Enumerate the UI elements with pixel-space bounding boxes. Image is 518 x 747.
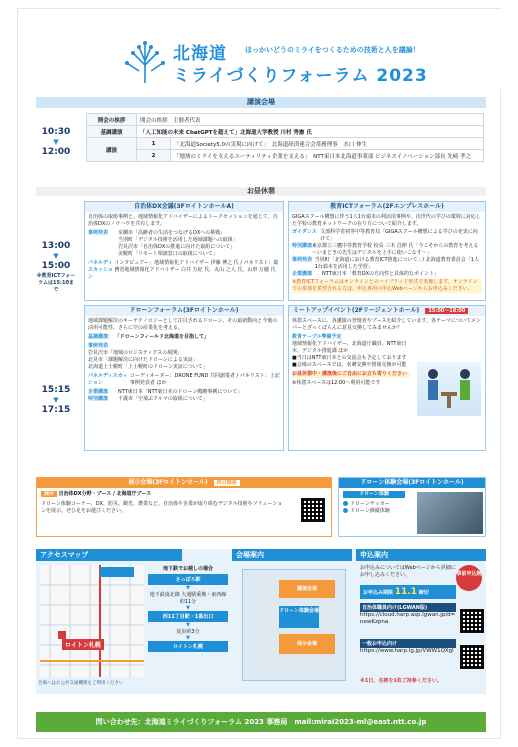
arrow-down-icon: ▼ [53,138,59,146]
arrow-down-icon: ▼ [186,605,190,611]
access-note: 会場へはお公共交通機関をご利用ください [38,681,124,686]
dx-forum-box: 自治体DX会議(3FロイトンホールA) 自治体の取組事例と、地域情報化アドバイザーによるトークセッションを通じて、自治体DXのノウハウを共有します。 事例発表 室蘭市「高齢者の生活をつなげるDXへの挑戦」 当別町「デジタル技術を活用した地域課題への取組」 岩見沢市「自治体DXの推進に向けた取組について」 美幌町「リモート相談窓口の取組について」 パネルディスカッション インタビュアー：地域情報化アドバイザー 伊藤 博之 氏 / パネリスト：総務省地域情報化アドバイザー 白井 万紀 氏、丸山 之人 氏、山形 万穂 氏 [84,201,284,301]
arrow-down-icon: ▼ [53,396,59,404]
venue-floor-plan [242,569,346,681]
table-row: 講演 1 「北海道Society5.0の実現に向けて」 北海道経済連合会常務理事 水口 伸生 [87,138,484,150]
access-title: アクセスマップ [36,549,182,561]
venue-title: 会場案内 [232,549,352,561]
drone-forum-box: ドローンフォーラム(3Fロイトンホール) 地域課題解決のキーテクノロジーとして注目されるドローン。その最新動向と今後の活用可能性、さらに空の産業化を考える。 基調講演： 「ドローンフィールド北海道を目指して」 事例発表 岩見沢市「地域のロジスティクスの展開」 北見市「課題解決に向けたドローンによる実証」 北海道上士幌町「上士幌町のドローン実証について」 パネルディスカッション コーディネーター：DRONE FUND 共同創業者 / パネリスト：上記事例発表者 ほか 企業講演 NTT東日本「NTT東日本のドローン戦略事例について」 特別講演 千歳市「空飛ぶクルマの取組について」 [84,305,284,451]
room-drone: ドローン体験会場 [279,606,319,628]
tree-logo-icon [117,39,173,85]
access-map [40,565,144,677]
info-band: アクセスマップ ロイトン札幌 会場へはお公共交通機関をご利用ください 地下鉄でお越しの場合 さっぽろ駅 ▼ 地下鉄南北線 大通駅乗換・東西線 約11分 ▼ 西11丁目駅・1番出口 ▼ 徒歩約3分 ▼ ロイトン札幌 会場案内 講演会場 ドローン体験会場 展示会場 申込案内 お申込みについてはWebページから詳細にお申し込みください。 事前申込制 お申込み期限 11.1 締切 自治体職員向け(LGWAN版) https://cloud.harp.asp.lgwan.jp/d=newKzpna 一般お申込向け https://www.harp.lg.jp/VWW1QXgl ※1日、名刺を1枚ご持参ください。 [36,549,486,694]
lecture-section-label: 講演会場 [36,97,486,108]
afternoon-time-1: 13:00 ▼ 15:00 ※教育ICTフォーラムは15:10まで [36,241,76,293]
booth-box: 展示会場(3Fロイトンホール) 終日開催 展示 自治体DX分野・ブース / 北海道庁ブース ドローン体験コーナー、DX、防災、観光、農業など、自治体や企業が取り組むデジタル技術やソリューションを展示。ぜひ足をお運びください。 [36,477,332,537]
meetup-illustration [417,362,481,416]
catchphrase: ほっかいどうのミライをつくるための技術と人を議論！ [245,46,420,54]
deadline: お申込み期限 11.1 締切 [360,585,456,599]
pre-registration-badge: 事前申込制 [456,565,482,591]
arrow-down-icon: ▼ [53,252,59,260]
flyer [17,8,501,739]
meetup-box: ミートアップイベント(2Fリージェントホール) 15:00～18:00 休憩スペースに、各講演の登壇者やブースを紹介しています。各テーマについてメンバーとざっくばらんに意見交換してみませんか？ 教育テーブル準備予定 地域情報化アドバイザー、北海道庁職員、NTT東日本、デジタル推進課 ほか ■当日はNTT東日本との交流会も予定しております ■会場のスペースでは、名刺交換や情報交換が可能 お昼休憩中・講演後にご自由にお立ち寄りください ※休憩スペースは12:00～利用可能です [288,305,486,451]
route-panel: 地下鉄でお越しの場合 さっぽろ駅 ▼ 地下鉄南北線 大通駅乗換・東西線 約11分 ▼ 西11丁目駅・1番出口 ▼ 徒歩約3分 ▼ ロイトン札幌 [149,566,227,650]
general-link[interactable]: https://www.harp.lg.jp/VWW1QXgl [360,648,454,654]
lgwan-link[interactable]: https://cloud.harp.asp.lgwan.jp/d=newKzpna [360,612,456,625]
hotel-marker-label: ロイトン札幌 [62,639,104,650]
lunch-label: お昼休憩 [36,187,486,196]
drone-exp-box: ドローン体験会場(3Fロイトンホール) ドローン体験 ドローンサッカー ドローン操縦体験 [338,477,486,537]
lecture-time: 10:30 ▼ 12:00 [36,127,76,157]
drone-photo [417,492,483,534]
afternoon-time-2: 15:15 ▼ 17:15 [36,385,76,415]
people-icon [417,362,481,416]
table-row: 開会の挨拶 開会の挨拶 主催者代表 [87,114,484,126]
table-row: 2 「地域のミライを支えるユーティリティ企業を支える」 NTT東日本北海道事業部 ビジネスイノベーション部長 先崎 孝之 [87,150,484,162]
booth-qr-code [301,498,325,522]
room-booth: 展示会場 [279,634,335,654]
edu-forum-box: 教育ICTフォーラム(2Fエンプレスホール) GIGAスクール構想に伴う1人1台端末の利活用事例や、次世代の学びの環境に対応した学校の教育ネットワークの在り方について紹介します。 ガイダンス 文部科学省初等中等教育局「GIGAスクール構想による学びの充実に向けて」 特別講演 東京都立三鷹中等教育学校 校長 三木 昌伸 氏「今こそからの教育を考える～いまどきの先生はデジタルを上手に使いこなす～」 事例発表 当別町「北海道における教育ICT推進について」/ 北海道教育委員会「1人1台端末を活用した学習」 企業講演 NTT東日本「教育DXの方向性と具体的なポイント」 ※教育ICTフォーラムはオンラインとのハイブリッド形式で実施します。オンラインでの参加を希望される方は、申込専用の申込Webページからお申込みください。 [288,201,486,301]
arrow-down-icon: ▼ [186,585,190,591]
room-lecture: 講演会場 [279,580,335,598]
table-row: 基調講演 「人工知能の未来 ChatGPTを超えて」北海道大学教授 川村 秀憲 氏 [87,126,484,138]
footer-contact: 問い合わせ先：北海道ミライづくりフォーラム 2023 事務局 mail:mirai2023-ml@east.ntt.co.jp [36,712,486,732]
lgwan-qr-code [460,609,484,633]
apply-title: 申込案内 [356,549,486,561]
arrow-down-icon: ▼ [186,635,190,641]
arrow-down-icon: ▼ [186,622,190,628]
title-line2: ミライづくりフォーラム 2023 [173,66,428,86]
title-line1: 北海道 [173,44,227,64]
header [18,9,502,89]
bullet-icon [343,501,348,506]
bullet-icon [343,508,348,513]
general-qr-code [460,645,484,669]
lecture-table [86,113,484,162]
